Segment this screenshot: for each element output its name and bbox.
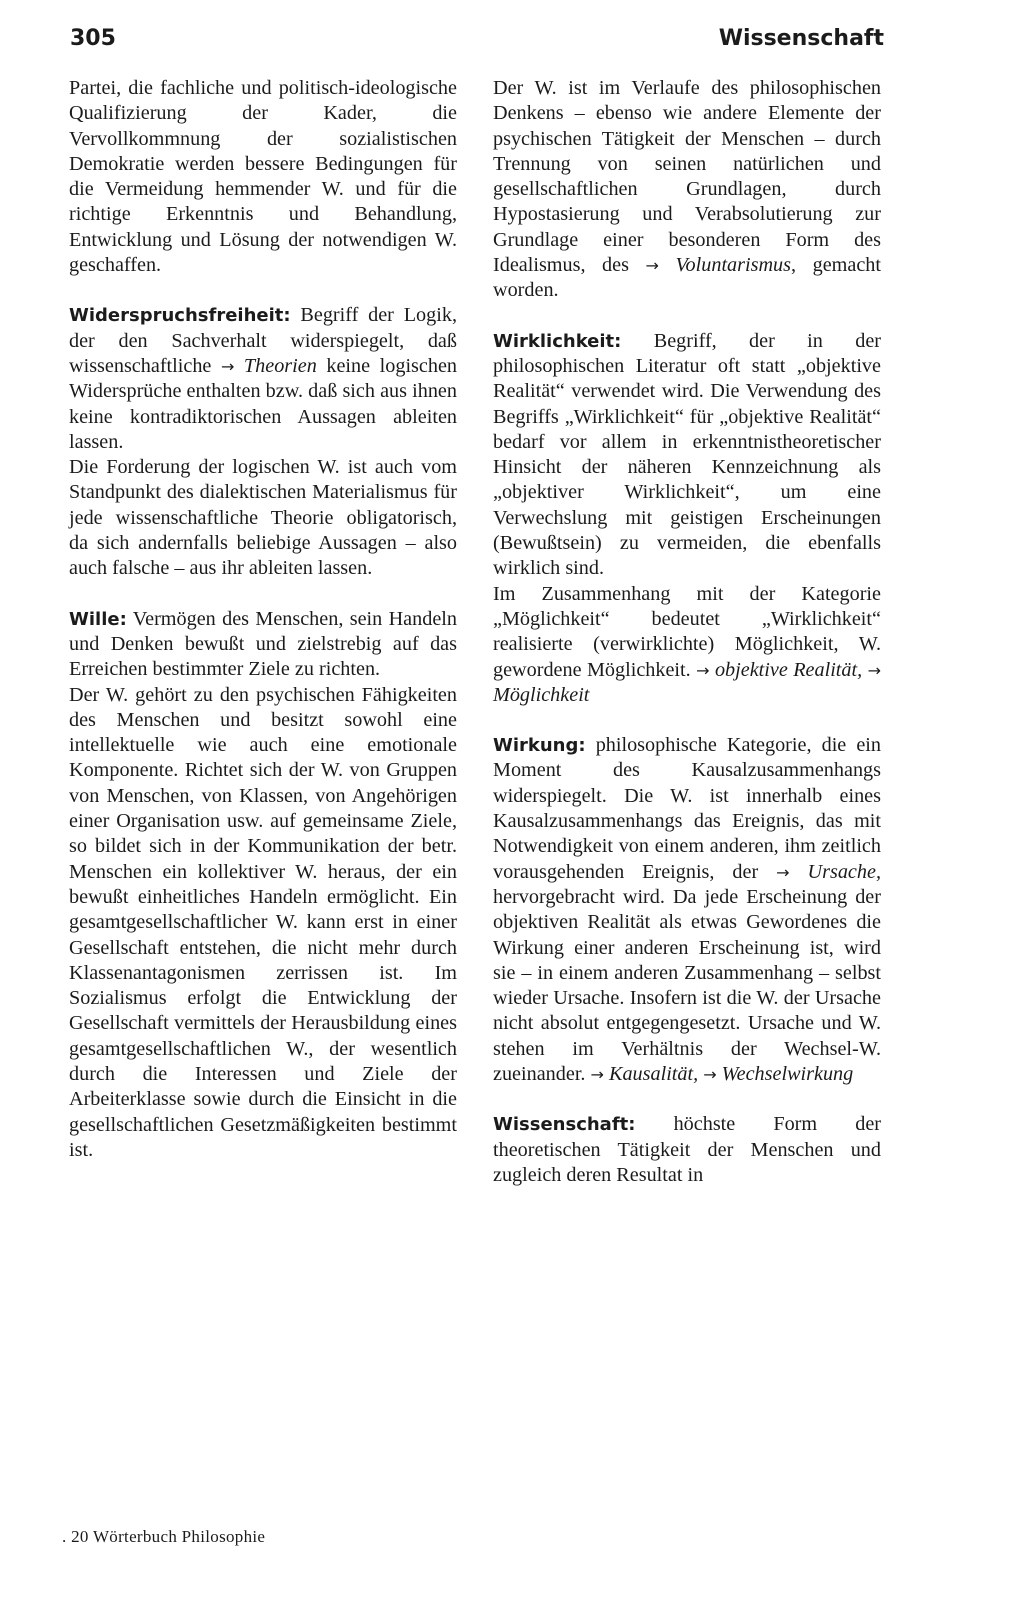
entry-term: Wirklichkeit: [493, 330, 622, 352]
definition-text: Im Zusammenhang mit der Kategorie „Möglichkeit“ bedeutet „Wirklichkeit“ realisierte (verwirklichte) Möglichkeit, W. gewordene Möglichkeit. [493, 582, 881, 681]
cross-reference-arrow-icon: → [867, 660, 881, 680]
paragraph [493, 733, 881, 1087]
cross-reference-arrow-icon: → [590, 1064, 604, 1084]
entry-wirklichkeit [493, 329, 881, 708]
running-head: Wissenschaft [718, 26, 884, 51]
cross-reference-arrow-icon: → [703, 1064, 717, 1084]
entry-term: Wissenschaft: [493, 1114, 636, 1136]
definition-text: , gemacht worden. [493, 254, 881, 302]
cross-reference-arrow-icon: → [776, 862, 790, 882]
entry-wirkung [493, 733, 881, 1087]
paragraph: Partei, die fachliche und politisch-ideologische Qualifizierung der Kader, die Vervollkommnung der sozialistischen Demokratie werden bessere Bedingungen für die Vermeidung hemmender W. und für die richtige Erkenntnis und Behandlung, Entwicklung und Lösung der notwendigen W. geschaffen. [69, 77, 457, 277]
entry-continuation-left [69, 76, 457, 278]
paragraph [493, 582, 881, 708]
cross-reference: Ursache, [807, 860, 881, 883]
paragraph [493, 329, 881, 582]
cross-reference: objektive Realität, [714, 658, 863, 681]
definition-text: Begriff, der in der philosophischen Literatur oft statt „objektive Realität“ verwendet wird. Die Verwendung des Begriffs „Wirklichkeit“ für „objektive Realität“ bedarf vor allem in erkenntnistheoretischer Hinsicht der näheren Kennzeichnung als „objektiver Wirklichkeit“, um eine Verwechslung mit geistigen Erscheinungen (Bewußtsein) zu vermeiden, die ebenfalls wirklich sind. [493, 329, 882, 580]
cross-reference: Theorien [243, 354, 317, 377]
paragraph: Der W. gehört zu den psychischen Fähigkeiten des Menschen und besitzt sowohl eine intellektuelle wie auch eine emotionale Komponente. Richtet sich der W. von Gruppen von Menschen, von Klassen, von Angehörigen einer Organisation usw. auf gemeinsame Ziele, so bildet sich in der Kommunikation der betr. Menschen ein kollektiver W. heraus, der ein bewußt einheitliches Handeln ermöglicht. Ein gesamtgesellschaftlicher W. kann erst in einer Gesellschaft entstehen, die nicht mehr durch Klassenantagonismen zerrissen ist. Im Sozialismus erfolgt die Entwicklung der Gesellschaft vermittels der Herausbildung eines gesamtgesellschaftlichen W., der wesentlich durch die Interessen und Ziele der Arbeiterklasse sowie durch die Einsicht in die gesellschaftlichen Gesetzmäßigkeiten bestimmt ist. [69, 683, 457, 1161]
entry-continuation-right [493, 76, 881, 304]
entry-wissenschaft [493, 1112, 881, 1188]
cross-reference-arrow-icon: → [645, 256, 659, 276]
definition-text: Der W. ist im Verlaufe des philosophischen Denkens – ebenso wie andere Elemente der psychischen Tätigkeit der Menschen – durch Trennung von seinen natürlichen und gesellschaftlichen Grundlagen, durch Hypostasierung und Verabsolutierung zur Grundlage einer besonderen Form des Idealismus, des [493, 77, 881, 277]
page-number: 305 [70, 26, 116, 51]
entry-term: Widerspruchsfreiheit: [69, 305, 291, 327]
definition-text: keine logischen Widersprüche enthalten bzw. daß sich aus ihnen keine kontradiktorischen Aussagen ableiten lassen. [69, 354, 458, 453]
entry-term: Wirkung: [493, 735, 586, 757]
definition-text: hervorgebracht wird. Da jede Erscheinung der objektiven Realität als etwas Gewordenes die Wirkung einer anderen Erscheinung ist, wird sie – in einem anderen Zusammenhang – selbst wieder Ursache. Insofern ist die W. der Ursache nicht absolut entgegengesetzt. Ursache und W. stehen im Verhältnis der Wechsel-W. zueinander. [493, 885, 881, 1085]
cross-reference: Voluntarismus [675, 254, 792, 277]
right-column [493, 76, 881, 1213]
cross-reference-arrow-icon: → [696, 660, 710, 680]
paragraph: Die Forderung der logischen W. ist auch vom Standpunkt des dialektischen Materialismus für jede wissenschaftliche Theorie obligatorisch, da sich andernfalls beliebige Aussagen – also auch falsche – aus ihr ableiten lassen. [69, 456, 457, 580]
entry-widerspruchsfreiheit [69, 303, 457, 581]
left-column [69, 76, 457, 1188]
cross-reference: Möglichkeit [493, 683, 590, 706]
cross-reference-arrow-icon: → [220, 356, 235, 376]
definition-text: höchste Form der theoretischen Tätigkeit der Menschen und zugleich deren Resultat in [493, 1113, 881, 1186]
definition-text: Vermögen des Menschen, sein Handeln und Denken bewußt und zielstrebig auf das Erreichen bestimmter Ziele zu richten. [69, 607, 457, 681]
entry-term: Wille: [69, 608, 127, 630]
paragraph [493, 76, 881, 304]
definition-text: philosophische Kategorie, die ein Moment des Kausalzusammenhangs widerspiegelt. Die W. ist innerhalb eines Kausalzusammenhangs das Ereignis, das mit Notwendigkeit von einem anderen, ihm zeitlich vorausgehenden Ereignis, der [493, 734, 882, 883]
entry-wille [69, 607, 457, 1164]
definition-text: Begriff der Logik, der den Sachverhalt widerspiegelt, daß wissenschaftliche [69, 304, 457, 377]
cross-reference: Wechselwirkung [721, 1062, 854, 1085]
paragraph [69, 607, 457, 683]
cross-reference: Kausalität, [608, 1062, 699, 1085]
footer-signature: . 20 Wörterbuch Philosophie [62, 1527, 266, 1546]
paragraph [493, 1112, 881, 1188]
paragraph [69, 303, 457, 455]
